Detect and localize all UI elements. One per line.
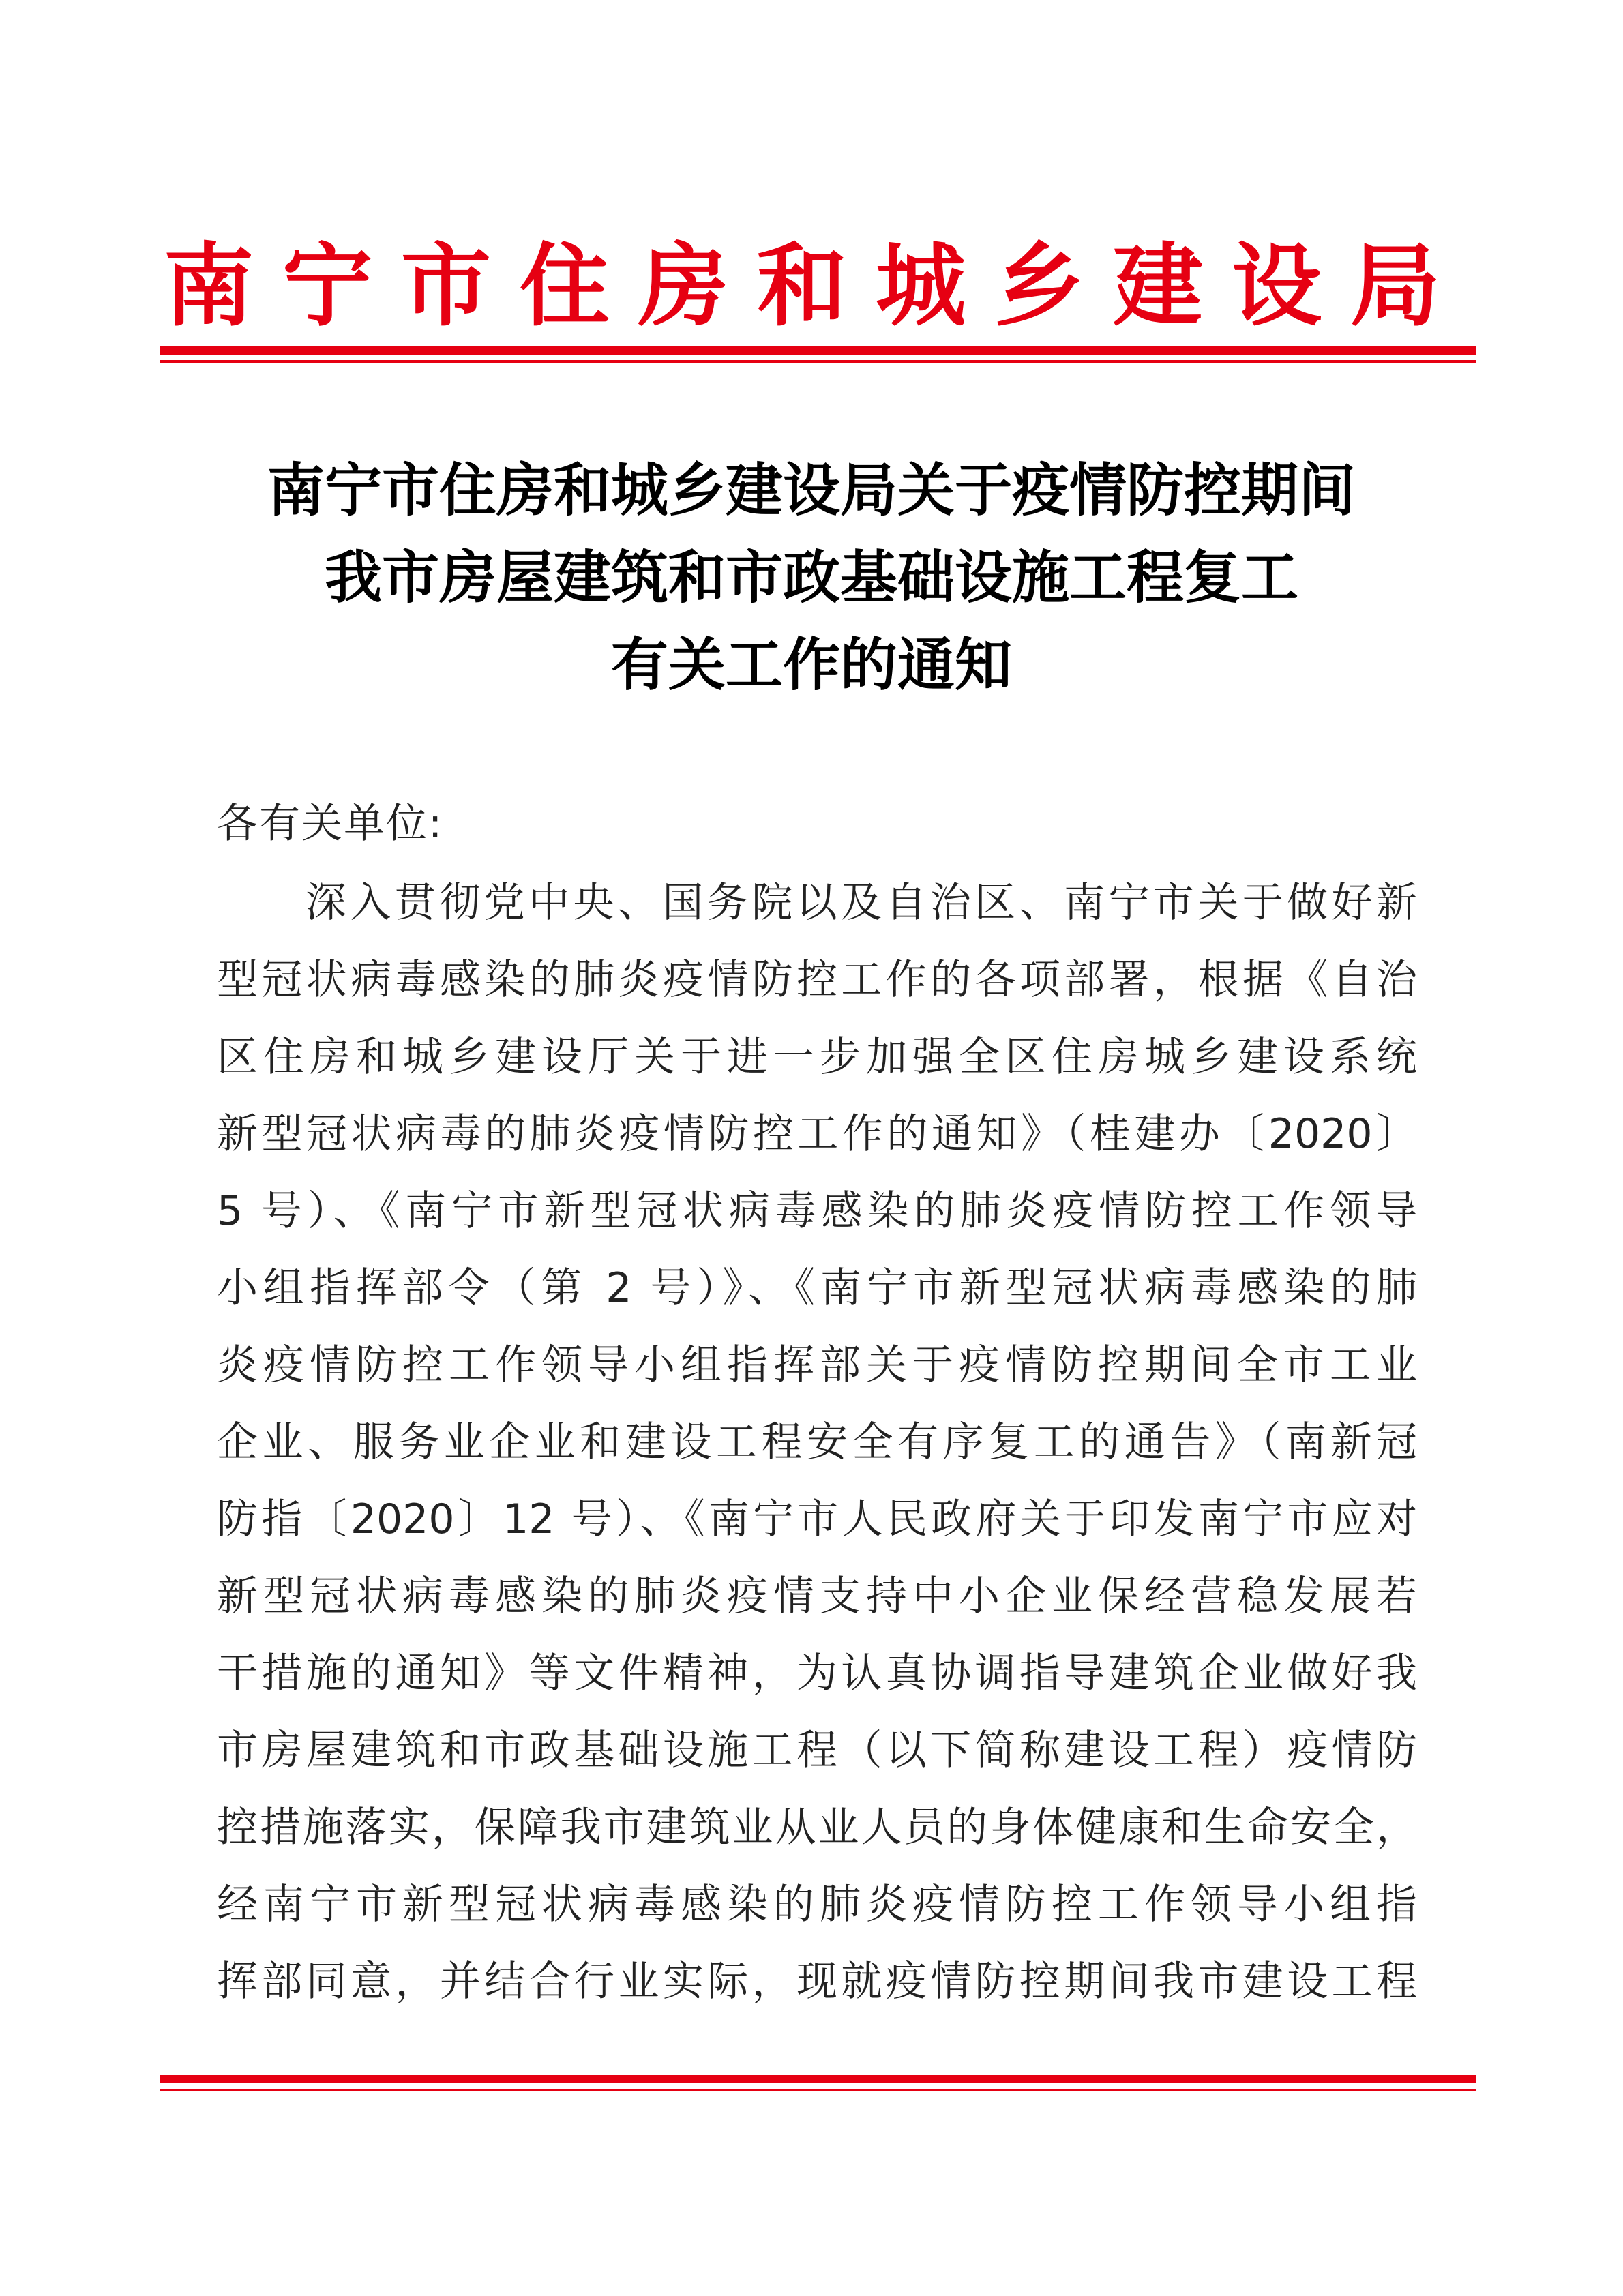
body-line: 企业、服务业企业和建设工程安全有序复工的通告》（南新冠 (217, 1418, 1417, 1466)
body-line: 挥部同意，并结合行业实际，现就疫情防控期间我市建设工程 (217, 1958, 1417, 2006)
body-line: 炎疫情防控工作领导小组指挥部关于疫情防控期间全市工业 (217, 1341, 1417, 1389)
body-line: 小组指挥部令（第 2 号）》、《南宁市新型冠状病毒感染的肺 (217, 1264, 1417, 1312)
footer-divider-thin (160, 2089, 1476, 2091)
body-line: 经南宁市新型冠状病毒感染的肺炎疫情防控工作领导小组指 (217, 1881, 1417, 1928)
title-line: 有关工作的通知 (610, 631, 1012, 698)
footer-divider-thick (160, 2075, 1476, 2083)
masthead-divider-thin (160, 360, 1476, 363)
body-line: 控措施落实，保障我市建筑业从业人员的身体健康和生命安全， (217, 1804, 1417, 1851)
document-title (164, 447, 1459, 709)
body-line: 5 号）、《南宁市新型冠状病毒感染的肺炎疫情防控工作领导 (217, 1187, 1417, 1235)
body-line: 区住房和城乡建设厅关于进一步加强全区住房城乡建设系统 (217, 1033, 1417, 1081)
body-line: 深入贯彻党中央、国务院以及自治区、南宁市关于做好新 (306, 879, 1417, 927)
salutation: 各有关单位: (217, 800, 444, 848)
body-line: 市房屋建筑和市政基础设施工程（以下简称建设工程）疫情防 (217, 1727, 1417, 1774)
title-line: 我市房屋建筑和市政基础设施工程复工 (324, 543, 1298, 611)
body-line: 型冠状病毒感染的肺炎疫情防控工作的各项部署，根据《自治 (217, 956, 1417, 1004)
body-paragraph (217, 865, 1417, 2021)
body-line: 新型冠状病毒感染的肺炎疫情支持中小企业保经营稳发展若 (217, 1572, 1417, 1620)
masthead-organization-name: 南宁市住房和城乡建设局 (164, 233, 1469, 339)
body-line: 防指〔2020〕12 号）、《南宁市人民政府关于印发南宁市应对 (217, 1495, 1417, 1543)
title-line: 南宁市住房和城乡建设局关于疫情防控期间 (267, 456, 1356, 524)
body-line: 干措施的通知》等文件精神，为认真协调指导建筑企业做好我 (217, 1650, 1417, 1697)
masthead-divider-thick (160, 346, 1476, 355)
body-line: 新型冠状病毒的肺炎疫情防控工作的通知》（桂建办〔2020〕 (217, 1110, 1417, 1158)
